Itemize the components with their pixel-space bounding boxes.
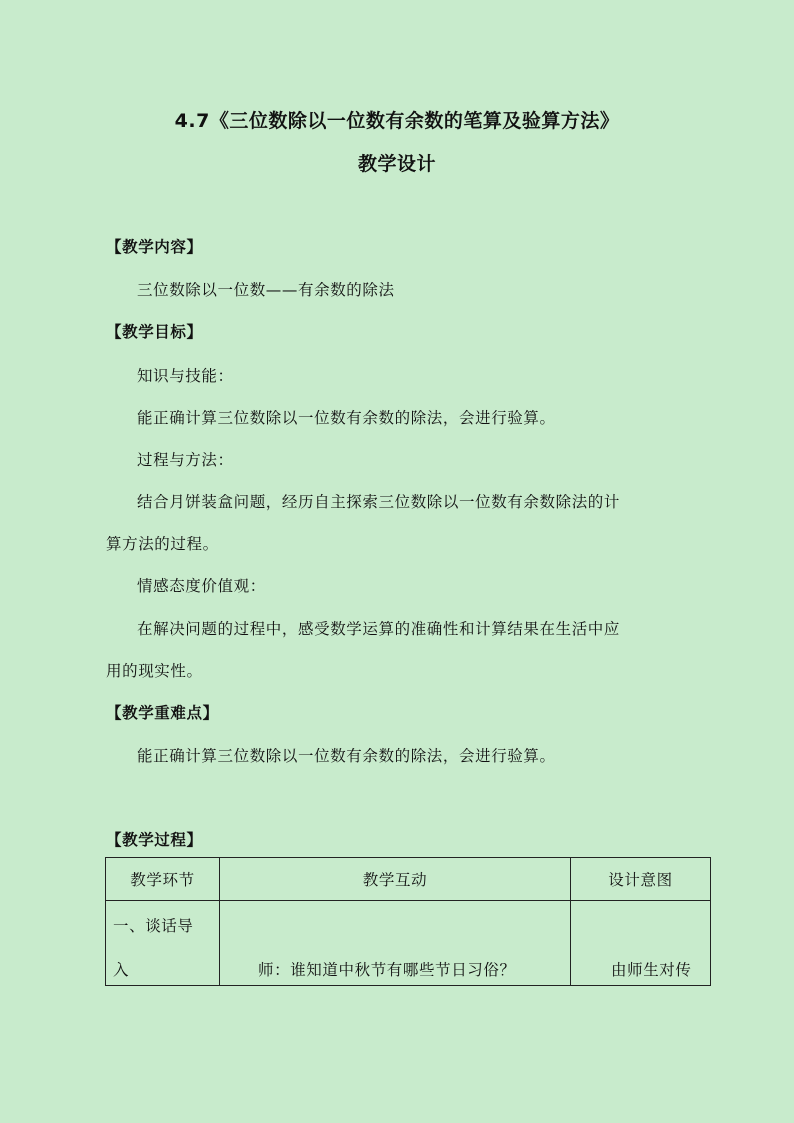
content-text: 三位数除以一位数——有余数的除法 xyxy=(137,281,395,299)
table-header-cell: 教学环节 xyxy=(106,858,220,901)
emotion-label: 情感态度价值观： xyxy=(137,577,266,595)
section-heading-goals: 【教学目标】 xyxy=(106,323,203,341)
section-heading-content: 【教学内容】 xyxy=(106,238,203,256)
document-subtitle: 教学设计 xyxy=(357,153,436,175)
section-heading-procedure: 【教学过程】 xyxy=(106,831,203,849)
intent-text: 由师生对传 xyxy=(611,961,692,979)
knowledge-text: 能正确计算三位数除以一位数有余数的除法，会进行验算。 xyxy=(137,409,556,427)
table-cell-intent xyxy=(571,901,711,986)
emotion-text-line1: 在解决问题的过程中，感受数学运算的准确性和计算结果在生活中应 xyxy=(137,620,621,638)
stage-text-line2: 入 xyxy=(113,961,130,979)
process-label: 过程与方法： xyxy=(137,451,234,469)
table-cell-stage xyxy=(106,901,220,986)
table-header-row xyxy=(106,858,711,901)
document-title: 4.7《三位数除以一位数有余数的笔算及验算方法》 xyxy=(174,110,620,132)
knowledge-label: 知识与技能： xyxy=(137,367,234,385)
stage-text-line1: 一、谈话导 xyxy=(113,917,194,935)
process-text-line2: 算方法的过程。 xyxy=(106,535,219,553)
section-heading-key-points: 【教学重难点】 xyxy=(106,704,219,722)
process-text-line1: 结合月饼装盒问题，经历自主探索三位数除以一位数有余数除法的计 xyxy=(137,493,621,511)
table-header-cell: 设计意图 xyxy=(571,858,711,901)
table-header-cell: 教学互动 xyxy=(220,858,571,901)
key-points-text: 能正确计算三位数除以一位数有余数的除法，会进行验算。 xyxy=(137,747,556,765)
procedure-table xyxy=(105,857,711,986)
interaction-text: 师：谁知道中秋节有哪些节日习俗？ xyxy=(258,961,516,979)
table-cell-interaction xyxy=(220,901,571,986)
emotion-text-line2: 用的现实性。 xyxy=(106,662,203,680)
table-row xyxy=(106,901,711,986)
